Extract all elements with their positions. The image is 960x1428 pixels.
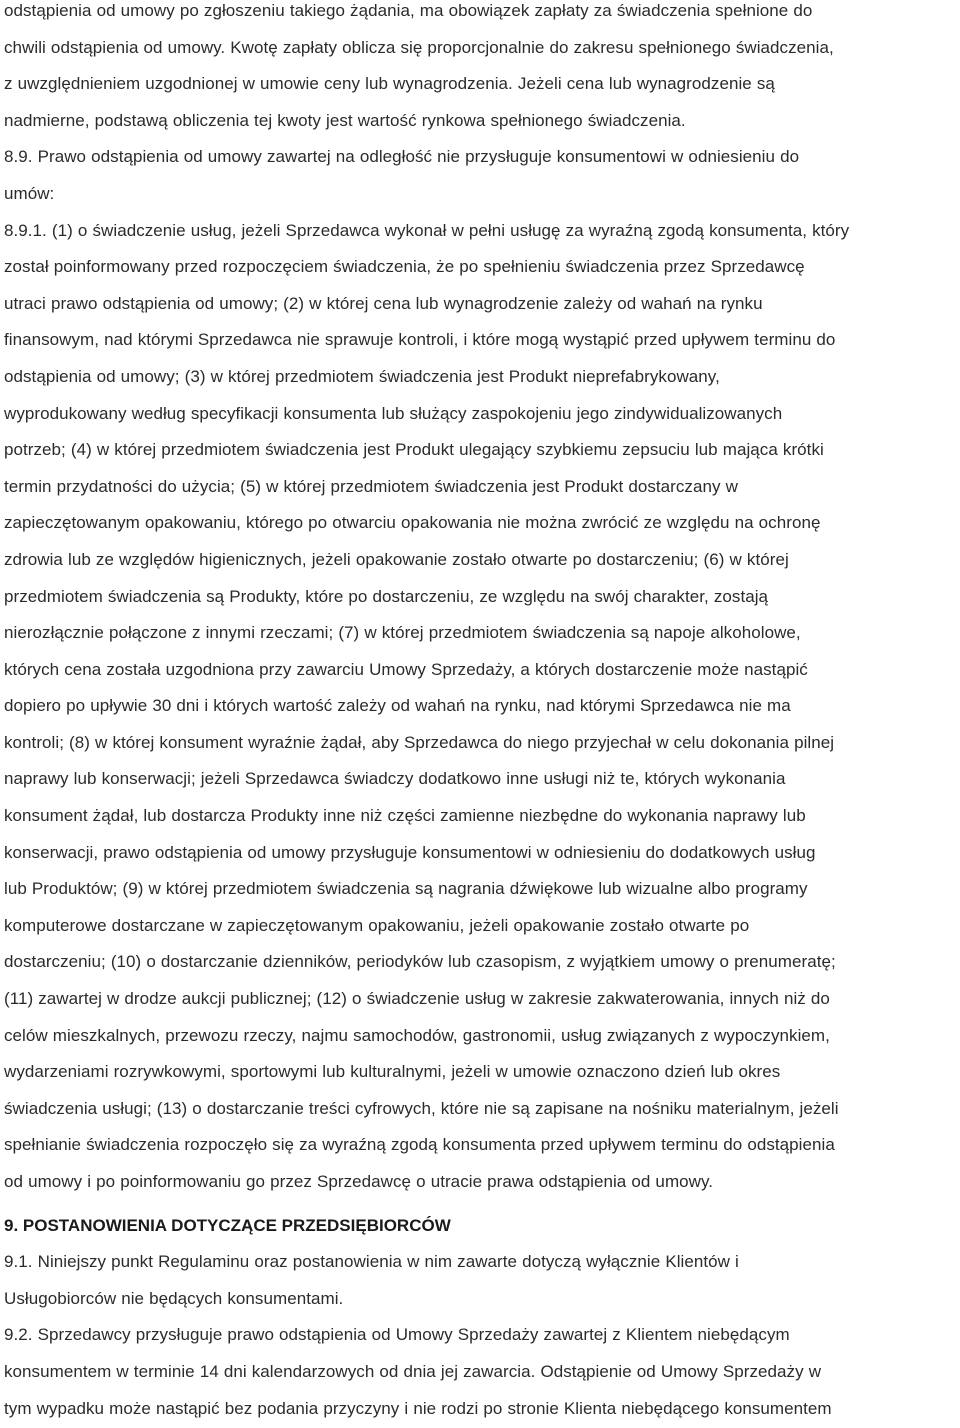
text-line: 8.9.1. (1) o świadczenie usług, jeżeli Sprzedawca wykonał w pełni usługę za wyraźną zgodą konsumenta, który [4, 220, 850, 240]
text-line: konsumentem w terminie 14 dni kalendarzowych od dnia jej zawarcia. Odstąpienie od Umowy Sprzedaży w [4, 1361, 822, 1381]
paragraph-9-2 [4, 1317, 956, 1427]
text-line: termin przydatności do użycia; (5) w której przedmiotem świadczenia jest Produkt dostarczany w [4, 476, 738, 496]
text-line: umów: [4, 183, 55, 203]
document-body [4, 0, 956, 1427]
text-line: 9.1. Niniejszy punkt Regulaminu oraz postanowienia w nim zawarte dotyczą wyłącznie Klientów i [4, 1252, 739, 1272]
text-line: wyprodukowany według specyfikacji konsumenta lub służący zaspokojeniu jego zindywidualizowanych [4, 403, 783, 423]
text-line: (11) zawartej w drodze aukcji publicznej; (12) o świadczenie usług w zakresie zakwaterowania, innych niż do [4, 989, 830, 1009]
text-line: Usługobiorców nie będących konsumentami. [4, 1288, 344, 1308]
text-line: świadczenia usługi; (13) o dostarczanie treści cyfrowych, które nie są zapisane na nośniku materialnym, jeżeli [4, 1098, 839, 1118]
text-line: lub Produktów; (9) w której przedmiotem świadczenia są nagrania dźwiękowe lub wizualne albo programy [4, 879, 808, 899]
text-line: odstąpienia od umowy; (3) w której przedmiotem świadczenia jest Produkt nieprefabrykowany, [4, 366, 720, 386]
text-line: komputerowe dostarczane w zapieczętowanym opakowaniu, jeżeli opakowanie zostało otwarte po [4, 915, 750, 935]
text-line: utraci prawo odstąpienia od umowy; (2) w której cena lub wynagrodzenie zależy od wahań na rynku [4, 293, 763, 313]
paragraph-8-9-1 [4, 213, 956, 1201]
text-line: konsument żądał, lub dostarcza Produkty inne niż części zamienne niezbędne do wykonania naprawy lub [4, 806, 806, 826]
text-line: tym wypadku może nastąpić bez podania przyczyny i nie rodzi po stronie Klienta niebędącego konsumentem [4, 1398, 832, 1418]
text-line: wydarzeniami rozrywkowymi, sportowymi lub kulturalnymi, jeżeli w umowie oznaczono dzień lub okres [4, 1062, 781, 1082]
text-line: naprawy lub konserwacji; jeżeli Sprzedawca świadczy dodatkowo inne usługi niż te, których wykonania [4, 769, 786, 789]
text-line: dopiero po upływie 30 dni i których wartość zależy od wahań na rynku, nad którymi Sprzedawca nie ma [4, 696, 791, 716]
text-line: został poinformowany przed rozpoczęciem świadczenia, że po spełnieniu świadczenia przez Sprzedawcę [4, 257, 805, 277]
text-line: przedmiotem świadczenia są Produkty, które po dostarczeniu, ze względu na swój charakter, zostają [4, 586, 769, 606]
text-line: 9.2. Sprzedawcy przysługuje prawo odstąpienia od Umowy Sprzedaży zawartej z Klientem niebędącym [4, 1325, 790, 1345]
text-line: spełnianie świadczenia rozpoczęło się za wyraźną zgodą konsumenta przed upływem terminu do odstąpienia [4, 1135, 835, 1155]
text-line: zapieczętowanym opakowaniu, którego po otwarciu opakowania nie można zwrócić ze względu na ochronę [4, 513, 821, 533]
paragraph-9-1 [4, 1244, 956, 1317]
text-line: konserwacji, prawo odstąpienia od umowy przysługuje konsumentowi w odniesieniu do dodatkowych usług [4, 842, 816, 862]
paragraph-intro [4, 0, 956, 139]
paragraph-8-9 [4, 139, 956, 212]
text-line: celów mieszkalnych, przewozu rzeczy, najmu samochodów, gastronomii, usług związanych z wypoczynkiem, [4, 1025, 830, 1045]
text-line: finansowym, nad którymi Sprzedawca nie sprawuje kontroli, i które mogą wystąpić przed upływem terminu do [4, 330, 836, 350]
text-line: kontroli; (8) w której konsument wyraźnie żądał, aby Sprzedawca do niego przyjechał w celu dokonania pilnej [4, 732, 835, 752]
text-line: dostarczeniu; (10) o dostarczanie dzienników, periodyków lub czasopism, z wyjątkiem umowy o prenumeratę; [4, 952, 836, 972]
text-line: zdrowia lub ze względów higienicznych, jeżeli opakowanie zostało otwarte po dostarczeniu; (6) w której [4, 549, 789, 569]
text-line: nierozłącznie połączone z innymi rzeczami; (7) w której przedmiotem świadczenia są napoje alkoholowe, [4, 623, 801, 643]
text-line: odstąpienia od umowy po zgłoszeniu takiego żądania, ma obowiązek zapłaty za świadczenia spełnione do [4, 1, 813, 20]
text-line: od umowy i po poinformowaniu go przez Sprzedawcę o utracie prawa odstąpienia od umowy. [4, 1172, 714, 1191]
text-line: nadmierne, podstawą obliczenia tej kwoty jest wartość rynkowa spełnionego świadczenia. [4, 110, 686, 130]
text-line: 8.9. Prawo odstąpienia od umowy zawartej na odległość nie przysługuje konsumentowi w odniesieniu do [4, 147, 800, 167]
section-heading: 9. POSTANOWIENIA DOTYCZĄCE PRZEDSIĘBIORCÓW [4, 1215, 451, 1235]
text-line: z uwzględnieniem uzgodnionej w umowie ceny lub wynagrodzenia. Jeżeli cena lub wynagrodzenie są [4, 74, 775, 94]
text-line: których cena została uzgodniona przy zawarciu Umowy Sprzedaży, a których dostarczenie może nastąpić [4, 659, 808, 679]
text-line: chwili odstąpienia od umowy. Kwotę zapłaty oblicza się proporcjonalnie do zakresu spełnionego świadczenia, [4, 37, 834, 57]
text-line: potrzeb; (4) w której przedmiotem świadczenia jest Produkt ulegający szybkiemu zepsuciu lub mająca krótki [4, 440, 824, 460]
